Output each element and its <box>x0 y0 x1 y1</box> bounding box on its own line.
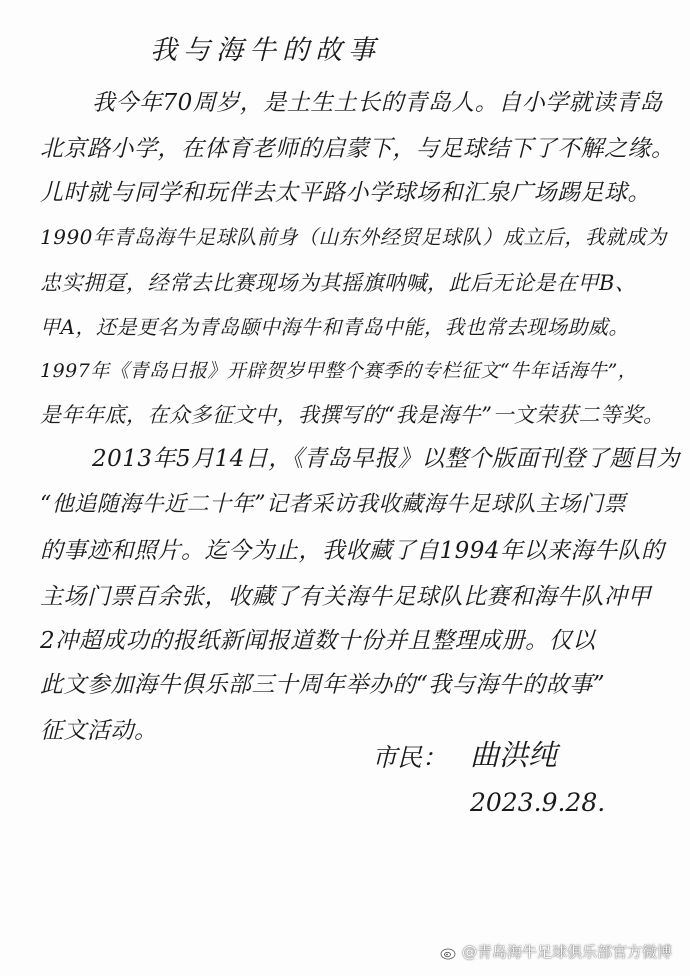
letter-line: 儿时就与同学和玩伴去太平路小学球场和汇泉广场踢足球。 <box>40 180 651 206</box>
letter-line: 甲A，还是更名为青岛颐中海牛和青岛中能，我也常去现场助威。 <box>40 315 629 339</box>
letter-line: 是年年底，在众多征文中，我撰写的“我是海牛”一文荣获二等奖。 <box>40 403 665 427</box>
letter-line: 我今年70周岁，是土生土长的青岛人。自小学就读青岛 <box>92 90 663 116</box>
watermark-text: @青岛海牛足球俱乐部官方微博 <box>461 943 672 961</box>
signature-date: 2023.9.28. <box>470 788 606 817</box>
weibo-icon <box>440 943 458 961</box>
weibo-watermark <box>440 941 672 962</box>
letter-line: “他追随海牛近二十年”记者采访我收藏海牛足球队主场门票 <box>40 492 626 517</box>
signature-label: 市民： <box>372 743 448 772</box>
letter-line: 1990年青岛海牛足球队前身（山东外经贸足球队）成立后，我就成为 <box>40 225 667 249</box>
letter-line: 1997年《青岛日报》开辟贺岁甲整个赛季的专栏征文“牛年话海牛”， <box>40 360 638 382</box>
letter-line: 2013年5月14日，《青岛早报》以整个版面刊登了题目为 <box>92 446 680 472</box>
letter-line: 2冲超成功的报纸新闻报道数十份并且整理成册。仅以 <box>40 628 596 654</box>
letter-line: 的事迹和照片。迄今为止，我收藏了自1994年以来海牛队的 <box>40 538 665 564</box>
letter-line: 征文活动。 <box>40 718 158 744</box>
letter-line: 北京路小学，在体育老师的启蒙下，与足球结下了不解之缘。 <box>40 136 675 162</box>
letter-title: 我与海牛的故事 <box>150 35 381 66</box>
letter-line: 此文参加海牛俱乐部三十周年举办的“我与海牛的故事” <box>40 672 606 698</box>
signature-name: 曲洪纯 <box>470 738 558 772</box>
letter-line: 主场门票百余张，收藏了有关海牛足球队比赛和海牛队冲甲 <box>40 584 651 610</box>
letter-line: 忠实拥趸，经常去比赛现场为其摇旗呐喊，此后无论是在甲B、 <box>40 271 637 295</box>
